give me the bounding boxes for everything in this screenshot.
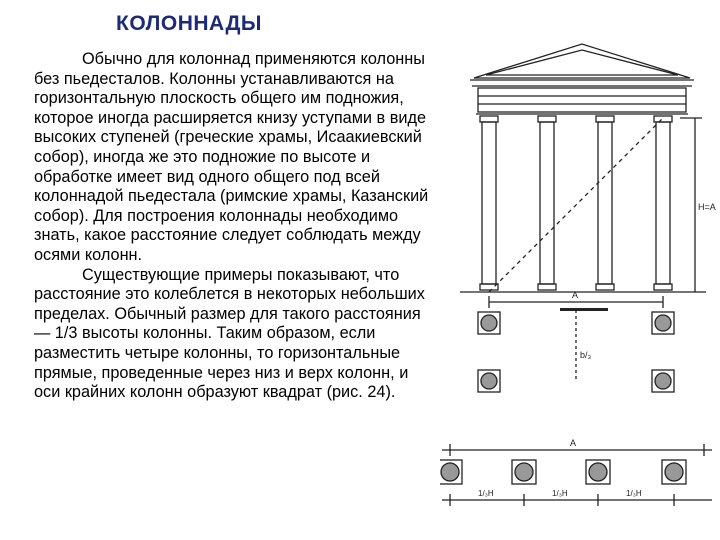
dim-left-label: 1/₃H — [478, 489, 494, 498]
height-label: H=A — [698, 202, 716, 212]
dim-mid-label: 1/₃H — [552, 489, 568, 498]
scale-bar — [560, 308, 608, 311]
columns — [480, 116, 672, 290]
plan-middle-row — [478, 370, 674, 392]
plan-bottom-row — [440, 460, 686, 484]
colonnade-drawing — [440, 40, 720, 540]
span-top-label: A — [572, 290, 579, 300]
pediment — [470, 44, 694, 114]
diagonal-line — [489, 118, 663, 292]
colonnade-figure — [440, 40, 720, 540]
paragraph-2: Существующие примеры показывают, что расстояние это колеблется в некоторых небольших пределах. Обычный размер для такого расстояния — 1/3 высоты колонны. Таким образом, если разместить четыре колонны, то горизонтальные прямые, проведенные через низ и верх колонн, и оси крайних колонн образуют квадрат (рис. 24). — [34, 265, 425, 402]
paragraph-1: Обычно для колоннад применяются колонны без пьедесталов. Колонны устанавливаются на горизонтальную плоскость общего им подножия, которое иногда расширяется книзу уступами в виде высоких ступеней (греческие храмы, Исаакиевский собор), иногда же это подножие по высоте и обработке имеет вид одного общего под всей колоннадой пьедестала (римские храмы, Казанский собор). Для построения колоннады необходимо знать, какое расстояние следует соблюдать между осями колонн. — [34, 50, 429, 264]
span-dimension-bottom — [442, 444, 712, 456]
interval-label: b/₃ — [580, 350, 592, 360]
body-text — [34, 50, 434, 403]
span-bottom-label: A — [570, 438, 577, 448]
dim-right-label: 1/₃H — [626, 489, 642, 498]
page-title: КОЛОННАДЫ — [116, 12, 262, 35]
